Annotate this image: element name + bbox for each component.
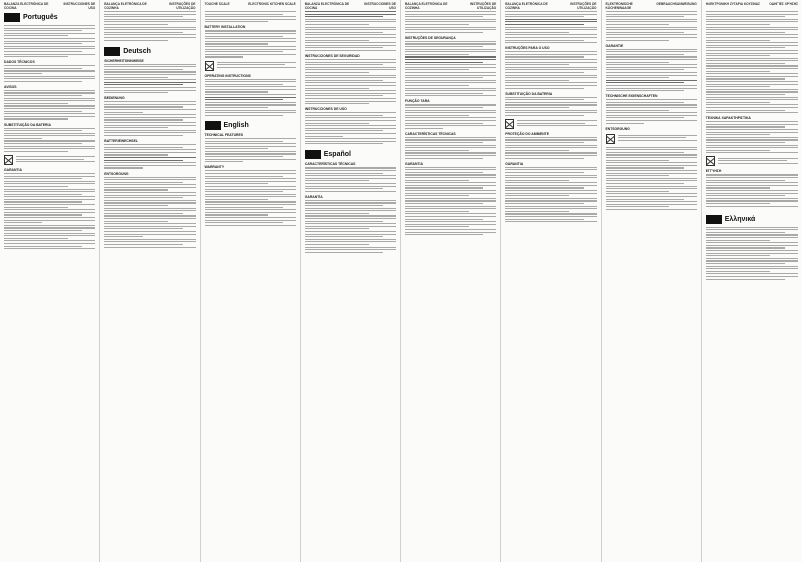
column-header (706, 3, 798, 11)
header-right: INSTRUCCIONES DE USO (364, 2, 396, 10)
language-flag-icon (706, 215, 722, 224)
language-flag-icon (4, 13, 20, 22)
section-title: GARANTIA (505, 161, 524, 166)
waste-bin-icon (606, 134, 615, 144)
section-title: TECHNICAL FEATURES (204, 132, 243, 137)
header-right: ΟΔΗΓΊΕΣ ΧΡΉΣΗΣ (769, 2, 798, 6)
section-title: ΤΕΧΝΙΚΑ ΧΑΡΑΚΤΗΡΙΣΤΙΚΑ (705, 116, 751, 121)
section-title: WARRANTY (204, 165, 225, 170)
section-title: PROTEÇÃO DO AMBIENTE (505, 131, 550, 136)
column-5 (401, 0, 501, 562)
header-right: INSTRUÇÕES DE UTILIZAÇÃO (470, 2, 497, 10)
section-title: SICHERHEITSHINWEISE (104, 58, 144, 63)
section-title: ΕΓΓΥΗΣΗ (705, 169, 722, 174)
header-right: ELECTRONIC KITCHEN SCALE (248, 2, 296, 6)
language-flag-icon (205, 121, 221, 130)
section-title: GARANTÍA (304, 194, 323, 199)
header-left: BALANÇA ELETRÓNICA DE COZINHA (104, 2, 147, 10)
header-right: INSTRUÇÕES DE UTILIZAÇÃO (570, 2, 597, 10)
section-title: ENTSORGUNG (605, 126, 630, 131)
section-title: BEDIENUNG (104, 96, 125, 101)
header-right: GEBRAUCHSANWEISUNG (656, 2, 697, 6)
column-6 (501, 0, 601, 562)
language-bar (305, 150, 396, 159)
waste-bin-icon (205, 61, 214, 71)
header-left: BALANZA ELECTRÓNICA DE COCINA (304, 2, 350, 10)
waste-bin-icon (505, 119, 514, 129)
header-right: INSTRUÇÕES DE UTILIZAÇÃO (169, 2, 196, 10)
column-header (205, 3, 296, 11)
column-4 (301, 0, 401, 562)
language-bar (205, 121, 296, 130)
section-title: DADOS TÉCNICOS (4, 60, 35, 65)
column-8 (702, 0, 802, 562)
waste-bin-icon (4, 155, 13, 165)
header-right: INSTRUCCIONES DE USO (63, 2, 96, 10)
language-flag-icon (305, 150, 321, 159)
section-title: TECHNISCHE EIGENSCHAFTEN (605, 94, 658, 99)
language-name: Ελληνικά (724, 215, 756, 223)
section-title: AVISOS (4, 84, 17, 89)
header-left: TOUCHE SCALE (204, 2, 230, 6)
column-header (405, 3, 496, 11)
column-3 (201, 0, 301, 562)
header-left: BALANÇA ELETRÓNICA DE COZINHA (405, 2, 448, 10)
section-title: GARANTIA (405, 161, 423, 166)
header-left: BALANZA ELECTRÓNICA DE COCINA (4, 2, 49, 10)
section-title: GARANTIA (4, 167, 22, 172)
section-title: BATTERY INSTALLATION (204, 25, 246, 30)
section-title: INSTRUCCIONES DE SEGURIDAD (304, 54, 360, 58)
section-title: FUNÇÃO TARA (405, 99, 430, 104)
column-header (4, 3, 95, 11)
language-name: Deutsch (123, 47, 151, 55)
language-bar (706, 215, 798, 224)
section-title: INSTRUÇÕES PARA O USO (505, 46, 550, 51)
column-7 (602, 0, 702, 562)
section-title: ENTSORGUNG (104, 171, 129, 176)
column-1 (0, 0, 100, 562)
section-title: OPERATING INSTRUCTIONS (204, 73, 251, 78)
column-2 (100, 0, 200, 562)
language-name: Português (23, 14, 58, 21)
column-header (104, 3, 195, 11)
section-title: SUBSTITUIÇÃO DA BATERIA (4, 122, 51, 127)
section-title: SUBSTITUIÇÃO DA BATERIA (505, 91, 553, 96)
language-flag-icon (104, 47, 120, 56)
section-title: GARANTIE (605, 43, 624, 48)
section-title: CARACTERÍSTICAS TÉCNICAS (304, 162, 356, 167)
language-bar (4, 13, 95, 22)
language-bar (104, 47, 195, 56)
section-title: INSTRUÇÕES DE SEGURANÇA (405, 35, 456, 40)
text-block (4, 25, 95, 57)
column-header (505, 3, 596, 11)
language-name: Español (323, 151, 351, 159)
column-header (606, 3, 697, 11)
header-left: ΗΛΕΚΤΡΟΝΙΚΗ ΖΥΓΑΡΙΑ ΚΟΥΖΙΝΑΣ (705, 2, 760, 6)
section-title: BATTERIEWECHSEL (104, 139, 138, 144)
language-name: English (223, 121, 249, 129)
column-header (305, 3, 396, 11)
waste-bin-icon (706, 156, 715, 166)
section-title: INSTRUCCIONES DE USO (304, 107, 347, 112)
header-left: BALANÇA ELETRÓNICA DE COZINHA (505, 2, 548, 10)
header-left: ELEKTRONISCHE KÜCHENWAAGE (605, 2, 633, 10)
section-title: CARACTERÍSTICAS TÉCNICAS (405, 131, 456, 136)
